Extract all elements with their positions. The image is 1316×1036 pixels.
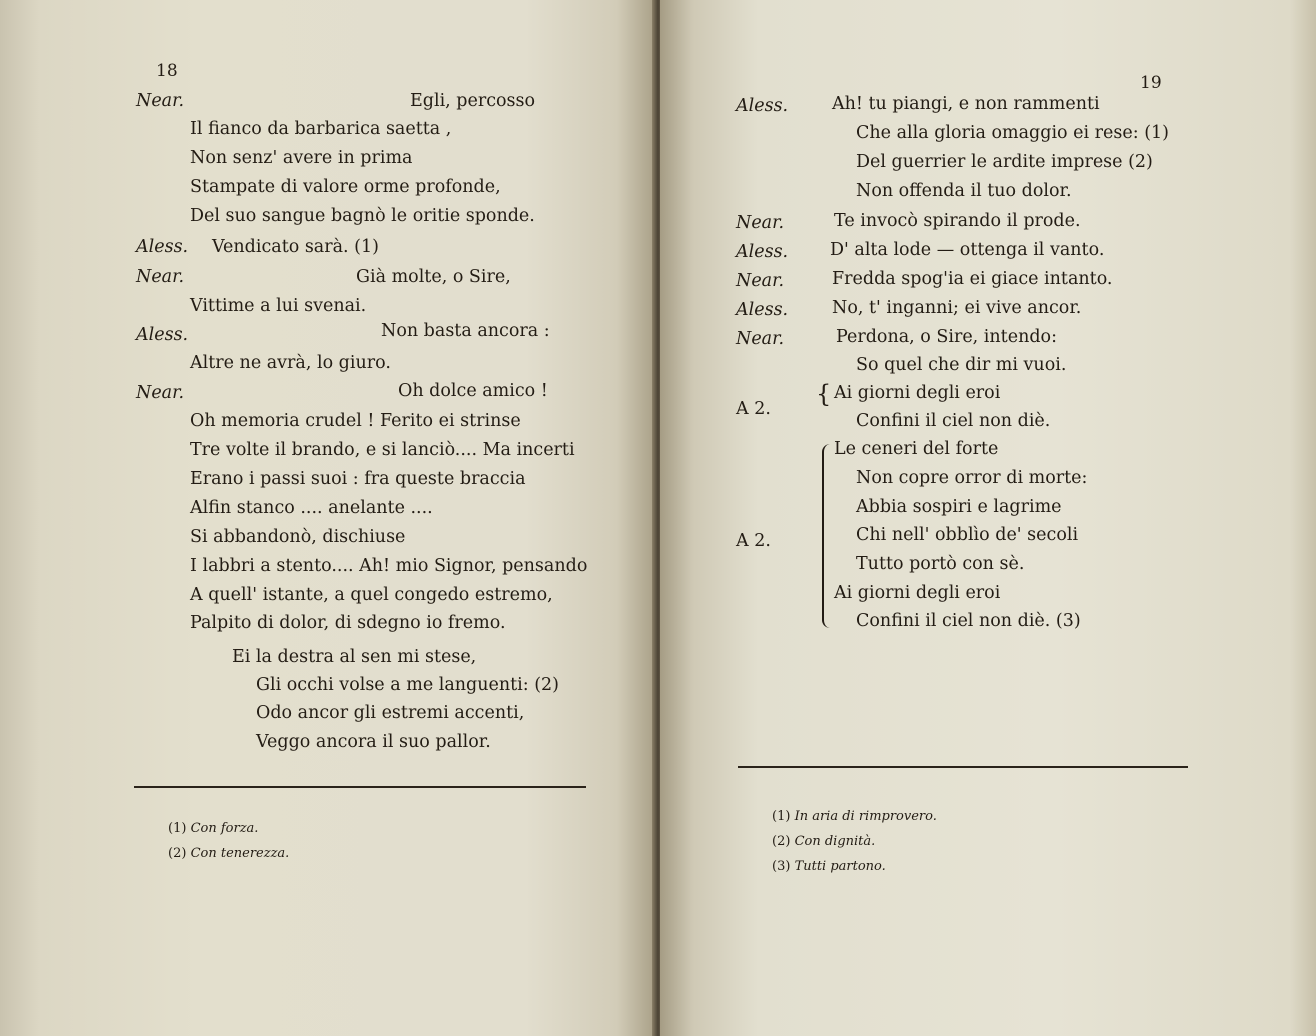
verse-line: Ai giorni degli eroi	[834, 583, 1001, 603]
page-number: 19	[1140, 73, 1162, 93]
verse-line: A quell' istante, a quel congedo estremo,	[190, 585, 553, 605]
verse-line: Odo ancor gli estremi accenti,	[256, 703, 525, 723]
speaker-label: Near.	[136, 267, 185, 287]
speaker-label: Aless.	[136, 325, 189, 345]
verse-line: Fredda spog'ia ei giace intanto.	[832, 269, 1113, 289]
footnote-rule	[738, 766, 1188, 768]
speaker-label: Near.	[736, 213, 785, 233]
speaker-label: Near.	[736, 329, 785, 349]
verse-line: Non offenda il tuo dolor.	[856, 181, 1072, 201]
verse-line: Non copre orror di morte:	[856, 468, 1088, 488]
footnote-text: In aria di rimprovero.	[794, 809, 937, 824]
verse-line: Ai giorni degli eroi	[834, 383, 1001, 403]
verse-line: Perdona, o Sire, intendo:	[836, 327, 1057, 347]
verse-line: Ei la destra al sen mi stese,	[232, 647, 477, 667]
verse-line: Che alla gloria omaggio ei rese: (1)	[856, 123, 1169, 143]
speaker-label: Aless.	[136, 237, 189, 257]
verse-line: Del suo sangue bagnò le oritie sponde.	[190, 206, 535, 226]
verse-line: No, t' inganni; ei vive ancor.	[832, 298, 1082, 318]
brace-icon: {	[816, 380, 832, 408]
speaker-label: Aless.	[736, 96, 789, 116]
footnote-text: Con dignità.	[794, 834, 876, 849]
verse-line: Erano i passi suoi : fra queste braccia	[190, 469, 526, 489]
speaker-label: Near.	[136, 91, 185, 111]
speaker-label: Near.	[136, 383, 185, 403]
verse-line: Vendicato sarà. (1)	[212, 237, 379, 257]
footnote	[168, 845, 289, 863]
verse-line: Tre volte il brando, e si lanciò.... Ma incerti	[190, 440, 575, 460]
verse-line: Alfin stanco .... anelante ....	[190, 498, 433, 518]
verse-line: Il fianco da barbarica saetta ,	[190, 119, 452, 139]
verse-line: Altre ne avrà, lo giuro.	[190, 353, 391, 373]
speaker-label: A 2.	[736, 531, 771, 551]
verse-line: Confini il ciel non diè. (3)	[856, 611, 1081, 631]
footnote-mark: (1)	[168, 821, 187, 836]
speaker-label: Aless.	[736, 242, 789, 262]
speaker-label: A 2.	[736, 399, 771, 419]
footnote	[168, 820, 258, 838]
speaker-label: Aless.	[736, 300, 789, 320]
verse-line: Oh dolce amico !	[398, 381, 548, 401]
footnote-rule	[134, 786, 586, 788]
verse-line: Già molte, o Sire,	[356, 267, 511, 287]
verse-line: Confini il ciel non diè.	[856, 411, 1051, 431]
footnote	[772, 858, 886, 876]
verse-line: I labbri a stento.... Ah! mio Signor, pensando	[190, 556, 588, 576]
verse-line: Le ceneri del forte	[834, 439, 999, 459]
footnote-text: Tutti partono.	[794, 859, 886, 874]
page-number: 18	[156, 61, 178, 81]
verse-line: Stampate di valore orme profonde,	[190, 177, 501, 197]
footnote-text: Con tenerezza.	[190, 846, 290, 861]
footnote-mark: (3)	[772, 859, 791, 874]
footnote-text: Con forza.	[190, 821, 259, 836]
verse-line: So quel che dir mi vuoi.	[856, 355, 1067, 375]
verse-line: Abbia sospiri e lagrime	[856, 497, 1062, 517]
right-page	[660, 0, 1316, 1036]
verse-line: Egli, percosso	[410, 91, 536, 111]
footnote-mark: (2)	[772, 834, 791, 849]
verse-line: D' alta lode — ottenga il vanto.	[830, 240, 1105, 260]
verse-line: Te invocò spirando il prode.	[834, 211, 1081, 231]
verse-line: Non basta ancora :	[381, 321, 550, 341]
verse-line: Del guerrier le ardite imprese (2)	[856, 152, 1153, 172]
footnote	[772, 808, 937, 826]
verse-line: Ah! tu piangi, e non rammenti	[832, 94, 1100, 114]
verse-line: Vittime a lui svenai.	[190, 296, 367, 316]
footnote-mark: (1)	[772, 809, 791, 824]
left-page	[0, 0, 656, 1036]
verse-line: Gli occhi volse a me languenti: (2)	[256, 675, 560, 695]
verse-line: Non senz' avere in prima	[190, 148, 413, 168]
verse-line: Veggo ancora il suo pallor.	[256, 732, 491, 752]
verse-line: Chi nell' obblìo de' secoli	[856, 525, 1079, 545]
footnote-mark: (2)	[168, 846, 187, 861]
verse-line: Si abbandonò, dischiuse	[190, 527, 406, 547]
brace-icon	[822, 444, 832, 628]
verse-line: Tutto portò con sè.	[856, 554, 1025, 574]
verse-line: Oh memoria crudel ! Ferito ei strinse	[190, 411, 521, 431]
footnote	[772, 833, 875, 851]
speaker-label: Near.	[736, 271, 785, 291]
verse-line: Palpito di dolor, di sdegno io fremo.	[190, 613, 506, 633]
